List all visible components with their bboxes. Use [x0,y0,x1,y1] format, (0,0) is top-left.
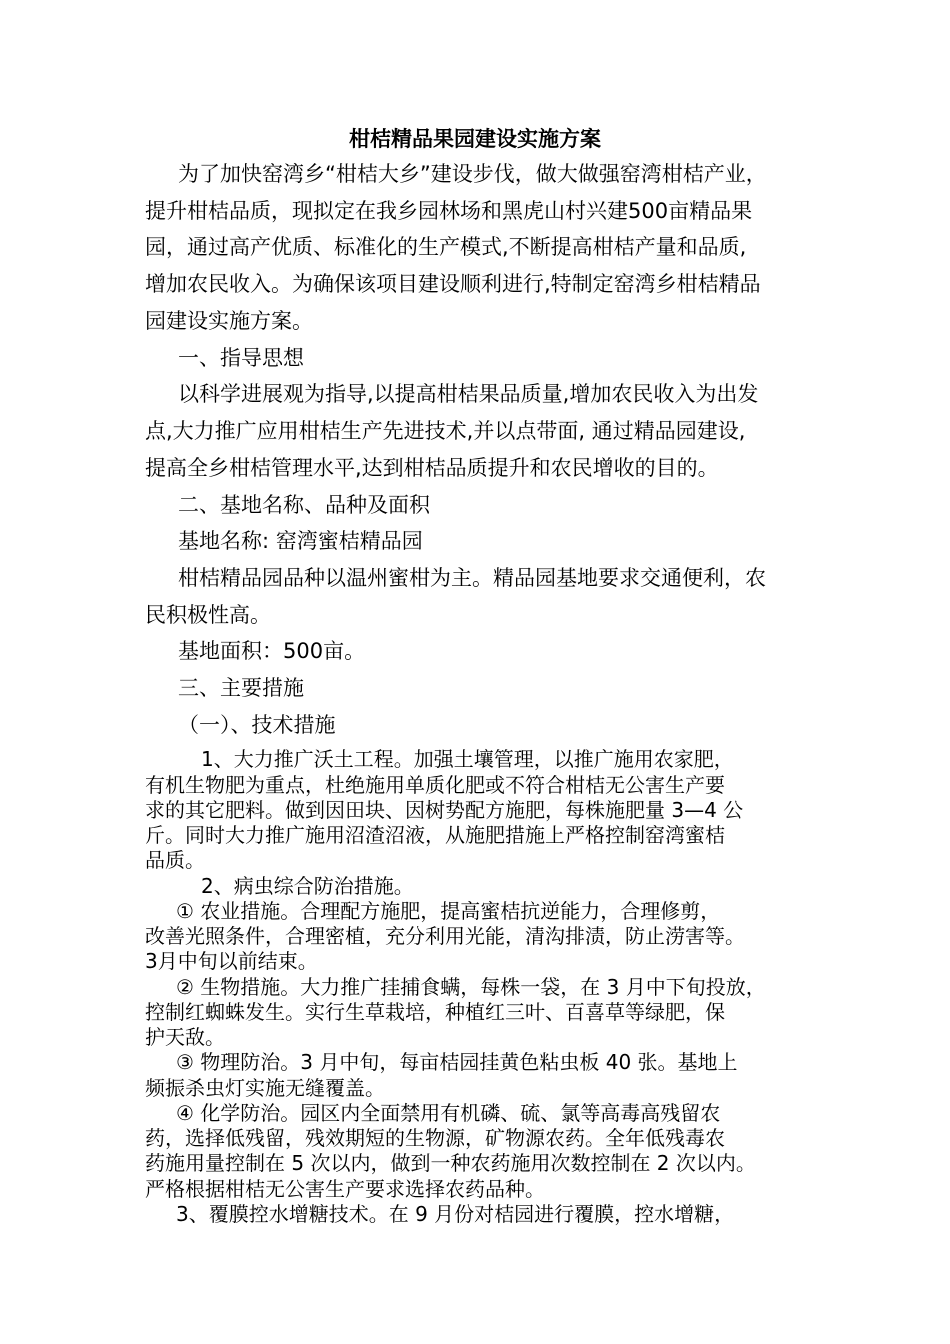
paragraph-line: ① 农业措施。合理配方施肥，提高蜜桔抗逆能力，合理修剪， [176,899,721,923]
section-heading: 三、主要措施 [178,676,304,700]
paragraph-line: 提升柑桔品质，现拟定在我乡园林场和黑虎山村兴建500亩精品果 [145,199,753,223]
paragraph-line: 3月中旬以前结束。 [145,949,318,973]
paragraph-line: ④ 化学防治。园区内全面禁用有机磷、硫、氯等高毒高残留农 [176,1101,721,1125]
paragraph-line: 改善光照条件，合理密植，充分利用光能，清沟排渍，防止涝害等。 [145,924,745,948]
paragraph-line: 有机生物肥为重点，杜绝施用单质化肥或不符合柑桔无公害生产要 [145,773,725,797]
paragraph-line: 提高全乡柑桔管理水平,达到柑桔品质提升和农民增收的目的。 [145,456,719,480]
paragraph-line: 为了加快窑湾乡“柑桔大乡”建设步伐，做大做强窑湾柑桔产业， [178,162,767,186]
paragraph-line: 1、大力推广沃土工程。加强土壤管理，以推广施用农家肥， [201,747,734,771]
paragraph-line: 点,大力推广应用柑桔生产先进技术,并以点带面, 通过精品园建设, [145,419,746,443]
paragraph-line: 控制红蜘蛛发生。实行生草栽培，种植红三叶、百喜草等绿肥，保 [145,1000,725,1024]
paragraph-line: 品质。 [145,848,205,872]
paragraph-line: 基地面积：500亩。 [178,639,366,663]
paragraph-line: 园建设实施方案。 [145,309,313,333]
paragraph-line: 2、病虫综合防治措施。 [201,874,414,898]
paragraph-line: 护天敌。 [145,1025,225,1049]
paragraph-line: 药施用量控制在 5 次以内，做到一种农药施用次数控制在 2 次以内。 [145,1151,756,1175]
paragraph-line: 民积极性高。 [145,603,271,627]
paragraph-line: 基地名称: 窑湾蜜桔精品园 [178,529,423,553]
section-heading: 二、基地名称、品种及面积 [178,493,430,517]
paragraph-line: 园，通过高产优质、标准化的生产模式,不断提高柑桔产量和品质, [145,235,747,259]
paragraph-line: 药，选择低残留，残效期短的生物源，矿物源农药。全年低残毒农 [145,1126,725,1150]
paragraph-line: ③ 物理防治。3 月中旬，每亩桔园挂黄色粘虫板 40 张。基地上 [176,1050,738,1074]
paragraph-line: 柑桔精品园品种以温州蜜柑为主。精品园基地要求交通便利，农 [178,566,766,590]
paragraph-line: 以科学进展观为指导,以提高柑桔果品质量,增加农民收入为出发 [178,382,759,406]
paragraph-line: 求的其它肥料。做到因田块、因树势配方施肥，每株施肥量 3—4 公 [145,798,744,822]
paragraph-line: 3、覆膜控水增糖技术。在 9 月份对桔园进行覆膜，控水增糖， [176,1202,735,1226]
paragraph-line: 频振杀虫灯实施无缝覆盖。 [145,1076,385,1100]
subsection-heading: （一）、技术措施 [178,713,336,737]
document-title: 柑桔精品果园建设实施方案 [349,127,601,151]
section-heading: 一、指导思想 [178,346,304,370]
paragraph-line: ② 生物措施。大力推广挂捕食螨，每株一袋，在 3 月中下旬投放， [176,975,766,999]
paragraph-line: 严格根据柑桔无公害生产要求选择农药品种。 [145,1177,545,1201]
paragraph-line: 斤。同时大力推广施用沼渣沼液，从施肥措施上严格控制窑湾蜜桔 [145,823,725,847]
paragraph-line: 增加农民收入。为确保该项目建设顺利进行,特制定窑湾乡柑桔精品 [145,272,761,296]
